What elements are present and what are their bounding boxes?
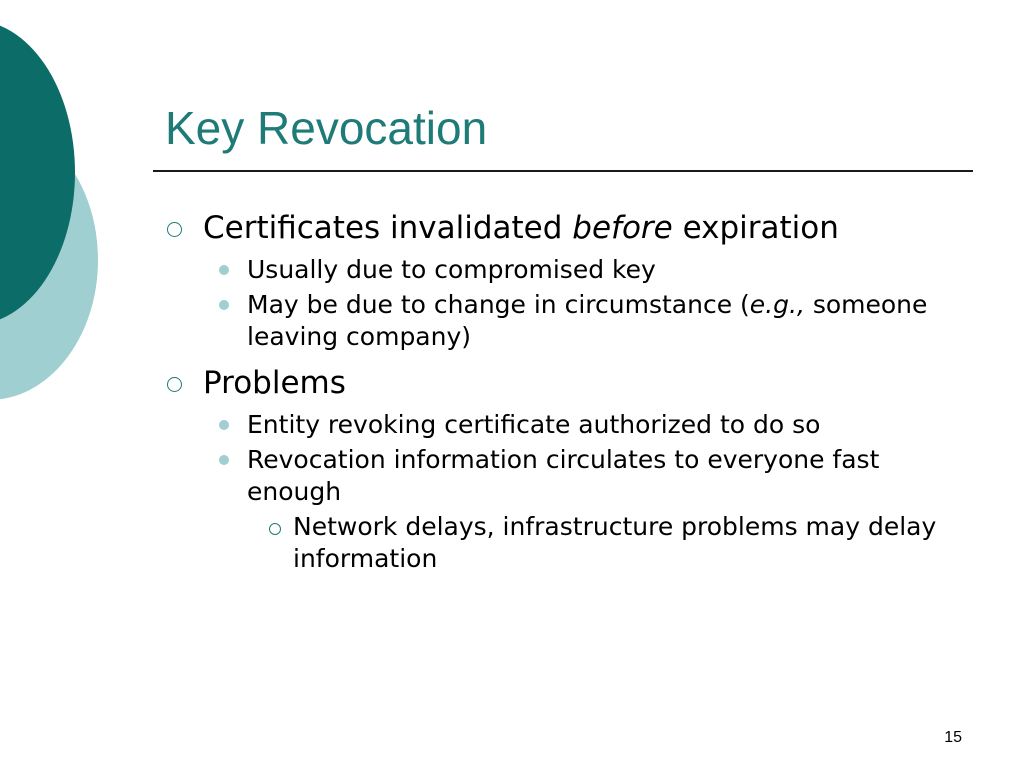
slide-content (160, 205, 960, 575)
subbullet-compromised-key (160, 254, 960, 286)
hollow-circle-bullet-icon (167, 377, 182, 392)
slide-number: 15 (944, 729, 962, 746)
subsubbullet-network-delays (160, 511, 960, 575)
slide-title: Key Revocation (165, 102, 488, 154)
bullet-text: Problems (203, 365, 346, 401)
subsubbullet-text: Network delays, infrastructure problems may delay information (293, 512, 937, 573)
subbullet-text: Usually due to compromised key (247, 255, 656, 284)
dot-bullet-icon (219, 300, 229, 310)
subbullet-entity-revoking (160, 409, 960, 441)
title-divider (153, 170, 973, 172)
subbullet-text-start: May be due to change in circumstance ( (247, 290, 750, 319)
bullet-certificates-invalidated (160, 205, 960, 251)
subbullet-revocation-information (160, 444, 960, 508)
hollow-circle-bullet-icon (269, 523, 281, 535)
bullet-problems (160, 360, 960, 406)
subbullet-text-emphasis: e.g., (749, 290, 805, 319)
bullet-text-end: expiration (672, 210, 839, 246)
subbullet-change-in-circumstance (160, 289, 960, 353)
subbullet-text-end: someone leaving company) (247, 290, 928, 351)
dot-bullet-icon (219, 420, 229, 430)
dot-bullet-icon (219, 265, 229, 275)
bullet-text-start: Certificates invalidated (203, 210, 573, 246)
subbullet-text: Revocation information circulates to everyone fast enough (247, 445, 880, 506)
dot-bullet-icon (219, 455, 229, 465)
subbullet-text: Entity revoking certificate authorized to do so (247, 410, 821, 439)
bullet-text-emphasis: before (572, 210, 673, 246)
hollow-circle-bullet-icon (167, 222, 182, 237)
